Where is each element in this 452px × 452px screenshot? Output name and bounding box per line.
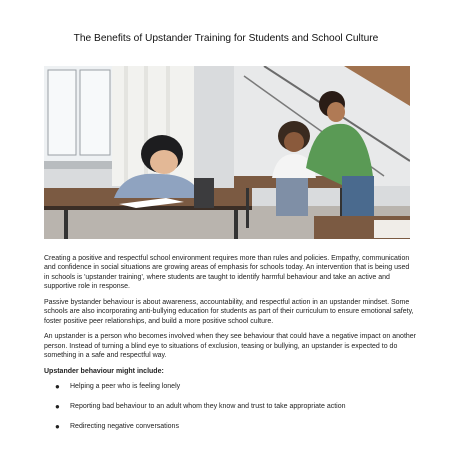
list-item-text: Helping a peer who is feeling lonely [70,383,181,391]
bullet-icon: ● [55,382,60,392]
document-title: The Benefits of Upstander Training for Students and School Culture [73,33,379,44]
bullet-icon: ● [55,402,60,412]
classroom-photo [44,66,410,239]
bullet-icon: ● [55,422,60,432]
paragraph-intro: Creating a positive and respectful school environment requires more than rules and policies. Empathy, communication and confidence in social situations are growing areas of emphasis for schools today. An intervention that is being used in schools is 'upstander training', where students are taught to identify harmful behaviour and take an active and supportive role in response. [44,255,410,291]
list-item-text: Reporting bad behaviour to an adult whom they know and trust to take appropriate action [70,403,346,411]
paragraph-bystander: Passive bystander behaviour is about awareness, accountability, and respectful action in an upstander mindset. Some schools are also incorporating anti-bullying education for students as part of their curriculum to ensure emotional safety, foster positive peer relationships, and build a more positive school culture. [44,298,414,325]
list-item [44,382,416,391]
classroom-photo-illustration [44,66,410,239]
list-item-text: Redirecting negative conversations [70,423,179,431]
bullet-list-heading: Upstander behaviour might include: [44,367,164,375]
list-item [44,422,416,431]
paragraph-upstander-definition: An upstander is a person who becomes involved when they see behaviour that could have a negative impact on another person. Instead of turning a blind eye to situations of exclusion, teasing or bullying, an upstander is expected to do something in a safe and respectful way. [44,333,417,360]
document-body [44,254,416,442]
upstander-behaviour-list [44,382,416,431]
list-item [44,402,416,411]
